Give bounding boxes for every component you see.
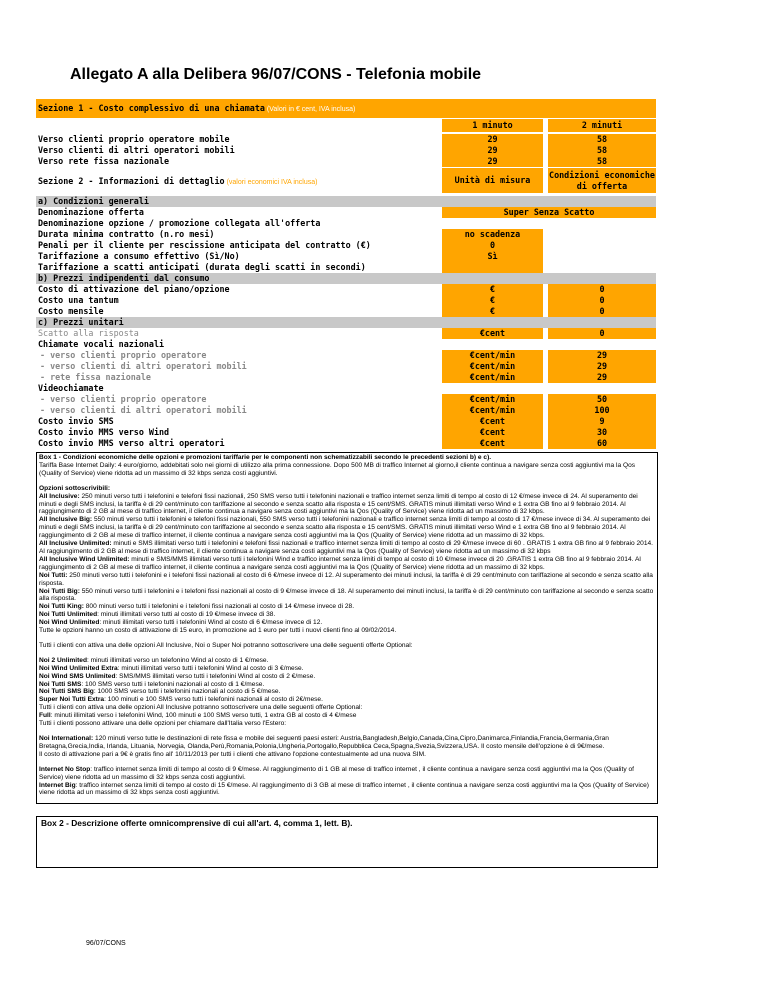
sms-value: 9 <box>548 416 656 427</box>
group-c-label: c) Prezzi unitari <box>38 317 124 327</box>
option-name: Noi Wind Unlimited <box>39 619 100 627</box>
vc-proprio-unit: €cent/min <box>442 394 543 405</box>
box1-paragraph: Tutti i clienti con attiva una delle opzioni All Inclusive potranno sottoscrivere una delle seguenti offerte Optional: <box>39 704 363 712</box>
box1-paragraph: Tutte le opzioni hanno un costo di attivazione di 15 euro, in promozione ad 1 euro per tutti i nuovi clienti fino al 09/02/2014. <box>39 627 397 635</box>
box1-paragraph: Il costo di attivazione pari a 9€ è gratis fino all' 10/11/2013 per tutti i clienti che attivano l'opzione contestualmente ad una nuova SIM. <box>39 750 426 758</box>
option-name: Noi Wind Unlimited Extra <box>39 664 118 672</box>
cv-altri-value: 29 <box>548 361 656 372</box>
section2-col1: Unità di misura <box>442 168 543 193</box>
box1-paragraph: Noi Tutti: 250 minuti verso tutti i telefonini e i telefoni fissi nazionali al costo di 6 €/mese invece di 12. Al superamento dei minuti inclusi, la tariffa è di 29 cent/minuto con tariffazione al secondo e senza scatto alla risposta. <box>39 571 653 587</box>
option-name: Noi Tutti King: <box>39 603 84 611</box>
scatto-unit: €cent <box>442 328 543 339</box>
mms-altri-unit: €cent <box>442 438 543 449</box>
box2 <box>36 816 658 868</box>
box1-paragraph: Noi Tutti SMS Big: 1000 SMS verso tutti i telefonini nazionali al costo di 5 €/mese. <box>39 688 281 696</box>
mms-altri-value: 60 <box>548 438 656 449</box>
box1-paragraph: Super Noi Tutti Extra: 100 minuti e 100 SMS verso tutti i telefonini nazionali al costo di 2€/mese. <box>39 696 323 704</box>
vc-altri-value: 100 <box>548 405 656 416</box>
s1-row-label: Verso rete fissa nazionale <box>38 156 170 166</box>
penali-unit: 0 <box>442 240 543 251</box>
row-mensile: Costo mensile <box>38 306 104 316</box>
option-name: Noi 2 Unlimited <box>39 656 87 664</box>
box1-paragraph: Noi International: 120 minuti verso tutte le destinazioni di rete fissa e mobile dei seguenti paesi esteri: Austria,Bangladesh,Belgio,Canada,Cina,Cipro,Danimarca,Finlandia,Francia,Germania,Gran Bretagna,Grecia,India, Irlanda, Lituania, Norvegia, Olanda,Perù,Romania,Polonia,Ungheria,Portogallo,Repubblica Ceca,Spagna,Svezia,Svizzera,USA. Il costo mensile dell'opzione è di 9€/mese. <box>39 735 609 750</box>
box1 <box>36 452 658 804</box>
row-opzione: Denominazione opzione / promozione collegata all'offerta <box>38 218 321 228</box>
group-b-label: b) Prezzi indipendenti dal consumo <box>38 273 210 283</box>
page-title: Allegato A alla Delibera 96/07/CONS - Telefonia mobile <box>70 66 482 83</box>
section1-note: (Valori in € cent, IVA inclusa) <box>266 106 356 113</box>
row-penali: Penali per il cliente per rescissione anticipata del contratto (€) <box>38 240 371 250</box>
s1-row-v2: 58 <box>548 134 656 145</box>
row-durata: Durata minima contratto (n.ro mesi) <box>38 229 215 239</box>
option-name: Noi Tutti Big: <box>39 587 80 595</box>
row-tariff-scatti: Tariffazione a scatti anticipati (durata degli scatti in secondi) <box>38 262 366 272</box>
mms-wind-value: 30 <box>548 427 656 438</box>
group-c-bar <box>36 317 656 328</box>
section1-col2: 2 minuti <box>548 119 656 132</box>
box1-paragraph: Noi Wind SMS Unlimited: SMS/MMS illimitati verso tutti i telefonini Wind al costo di 2 €/mese. <box>39 672 316 680</box>
box1-intro: Tariffa Base Internet Daily: 4 euro/giorno, addebitati solo nei giorni di utilizzo alla prima connessione. Dopo 500 MB di traffico Internet al giorno,il cliente continua a navigare senza costi aggiuntivi ma la Qos (Quality of Service) viene ridotta ad un massimo di 32 kbps senza costi aggiuntivi. <box>39 461 636 477</box>
cv-fissa-unit: €cent/min <box>442 372 543 383</box>
footer: 96/07/CONS <box>86 940 126 947</box>
una-tantum-value: 0 <box>548 295 656 306</box>
s1-row-v1: 29 <box>442 134 543 145</box>
box1-paragraph: Internet Big: traffico internet senza limiti di tempo al costo di 15 €/mese. Al raggiungimento di 3 GB al mese di traffico internet , il cliente continua a navigare senza costi aggiuntivi ma la Qos (Quality of Service) viene ridotta ad un massimo di 32 kbps senza costi aggiuntivi. <box>39 781 649 797</box>
box1-paragraph: Noi 2 Unlimited: minuti illimitati verso un telefonino Wind al costo di 1 €/mese. <box>39 656 269 664</box>
row-scatto: Scatto alla risposta <box>38 328 139 338</box>
box1-paragraph: All Inclusive Big: 550 minuti verso tutti i telefonini e telefoni fissi nazionali, 550 SMS verso tutti i telefonini nazionali e traffico internet senza limiti di tempo al costo di 17 €/mese invece di 34. Al superamento dei minuti e degli SMS inclusi, la tariffa è di 29 cent/minuto con tariffazione al secondo e senza scatto alla risposta e 15 cent/SMS. GRATIS minuti illimitati verso Wind e 1 extra GB fino al 9 febbraio 2014. Al raggiungimento di 2 GB al mese di traffico internet, il cliente continua a navigare senza costi aggiuntivi ma la Qos (Quality of Service) viene ridotta ad un massimo di 32 kbps. <box>39 516 651 540</box>
s1-row-v1: 29 <box>442 156 543 167</box>
row-cv-altri: - verso clienti di altri operatori mobili <box>40 361 247 371</box>
box2-title: Box 2 - Descrizione offerte omnicomprensive di cui all'art. 4, comma 1, lett. B). <box>41 818 353 828</box>
row-sms: Costo invio SMS <box>38 416 114 426</box>
row-video: Videochiamate <box>38 383 104 393</box>
box1-paragraph: Noi Tutti SMS: 100 SMS verso tutti i telefonini nazionali al costo di 1 €/mese. <box>39 680 265 688</box>
box1-paragraph: Noi Tutti King: 800 minuti verso tutti i telefonini e i telefoni fissi nazionali al costo di 14 €/mese invece di 28. <box>39 603 355 611</box>
denominazione-value: Super Senza Scatto <box>442 207 656 218</box>
box1-paragraph: Tutti i clienti possono attivare una delle opzioni per chiamare dall'Italia verso l'Estero: <box>39 720 287 728</box>
box1-paragraph: All Inclusive Wind Unlimited: minuti e SMS/MMS illimitati verso tutti i telefonini Wind e traffico internet senza limiti di tempo al costo di 10 €/mese invece di 20 .GRATIS 1 extra GB fino al 9 febbraio 2014. Al raggiungimento di 2 GB al mese di traffico internet, il cliente continua a navigare senza costi aggiuntivi ma la Qos (Quality of Service) viene ridotta ad un massimo di 32 kbps. <box>39 555 641 571</box>
mensile-unit: € <box>442 306 543 317</box>
section1-label: Sezione 1 - Costo complessivo di una chiamata <box>38 103 265 113</box>
box1-optional-list <box>39 657 655 728</box>
option-name: Noi Tutti SMS <box>39 680 82 688</box>
option-name: Full <box>39 712 51 720</box>
section1-col1: 1 minuto <box>442 119 543 132</box>
attivazione-value: 0 <box>548 284 656 295</box>
row-denominazione: Denominazione offerta <box>38 207 144 217</box>
row-mms-altri: Costo invio MMS verso altri operatori <box>38 438 225 448</box>
sms-unit: €cent <box>442 416 543 427</box>
row-attivazione: Costo di attivazione del piano/opzione <box>38 284 230 294</box>
option-name: All Inclusive Big: <box>39 516 93 524</box>
tariff-scatti-unit <box>442 262 543 273</box>
cv-proprio-value: 29 <box>548 350 656 361</box>
section1-header <box>36 99 656 118</box>
box1-paragraph: All Inclusive Unlimited: minuti e SMS illimitati verso tutti i telefonini e telefoni fissi nazionali e traffico internet senza limiti di tempo al costo di 29 €/mese invece di 60 . GRATIS 1 extra GB fino al 9 febbraio 2014. Al raggiungimento di 2 GB al mese di traffico internet, il cliente continua a navigare senza costi aggiuntivi ma la Qos (Quality of Service) viene ridotta ad un massimo di 32 kbps <box>39 540 653 555</box>
box1-opz-title: Opzioni sottoscrivibili: <box>39 484 111 492</box>
cv-proprio-unit: €cent/min <box>442 350 543 361</box>
s1-row-v2: 58 <box>548 156 656 167</box>
row-una-tantum: Costo una tantum <box>38 295 119 305</box>
section2-header <box>38 176 317 188</box>
option-name: Noi Tutti: <box>39 571 68 579</box>
group-a-label: a) Condizioni generali <box>38 196 149 206</box>
scatto-value: 0 <box>548 328 656 339</box>
cv-fissa-value: 29 <box>548 372 656 383</box>
vc-proprio-value: 50 <box>548 394 656 405</box>
option-name: Internet No Stop <box>39 765 91 773</box>
vc-altri-unit: €cent/min <box>442 405 543 416</box>
box1-paragraph: All Inclusive: 250 minuti verso tutti i telefonini e telefoni fissi nazionali, 250 SMS verso tutti i telefonini nazionali e traffico internet senza limiti di tempo al costo di 12 €/mese invece di 24. Al superamento dei minuti e degli SMS inclusi, la tariffa è di 29 cent/minuto con tariffazione al secondo e senza scatto alla risposta e 15 cent/SMS. GRATIS minuti illimitati verso Wind e 1 extra GB fino al 9 febbraio 2014. Al raggiungimento di 2 GB al mese di traffico internet, il cliente continua a navigare senza costi aggiuntivi ma la Qos (Quality of Service) viene ridotta ad un massimo di 32 kbps. <box>39 492 638 516</box>
row-mms-wind: Costo invio MMS verso Wind <box>38 427 170 437</box>
durata-unit: no scadenza <box>442 229 543 240</box>
box1-options-list <box>39 493 655 635</box>
box1-paragraph: Noi Wind Unlimited Extra: minuti illimitati verso tutti i telefonini Wind al costo di 3 €/mese. <box>39 664 304 672</box>
box1-title: Box 1 - Condizioni economiche delle opzioni e promozioni tariffarie per le componenti non schematizzabili secondo le precedenti sezioni b) e c). <box>39 454 492 461</box>
box1-paragraph: Full: minuti illimitati verso i telefonini Wind, 100 minuti e 100 SMS verso tutti, 1 extra GB al costo di 4 €/mese <box>39 712 357 720</box>
mensile-value: 0 <box>548 306 656 317</box>
option-name: Internet Big <box>39 781 76 789</box>
option-name: All Inclusive Wind Unlimited: <box>39 555 130 563</box>
row-vc-altri: - verso clienti di altri operatori mobili <box>40 405 247 415</box>
tariff-consumo-unit: Sì <box>442 251 543 262</box>
option-name: Noi Tutti Unlimited <box>39 611 98 619</box>
una-tantum-unit: € <box>442 295 543 306</box>
row-vc-proprio: - verso clienti proprio operatore <box>40 394 207 404</box>
attivazione-unit: € <box>442 284 543 295</box>
option-name: Noi Wind SMS Unlimited <box>39 672 116 680</box>
row-cv-proprio: - verso clienti proprio operatore <box>40 350 207 360</box>
option-name: All Inclusive: <box>39 492 80 500</box>
s1-row-v2: 58 <box>548 145 656 156</box>
section2-note: (valori economici IVA inclusa) <box>226 179 318 186</box>
box1-paragraph: Noi Tutti Big: 550 minuti verso tutti i telefonini e i telefoni fissi nazionali al costo di 9 €/mese invece di 18. Al superamento dei minuti inclusi, la tariffa è di 29 cent/minuto con tariffazione al secondo e senza scatto alla risposta. <box>39 587 654 603</box>
box1-paragraph: Noi Tutti Unlimited: minuti illimitati verso tutti al costo di 19 €/mese invece di 38. <box>39 611 276 619</box>
box1-internet-list <box>39 766 655 798</box>
s1-row-label: Verso clienti proprio operatore mobile <box>38 134 230 144</box>
option-name: Noi Tutti SMS Big <box>39 688 94 696</box>
mms-wind-unit: €cent <box>442 427 543 438</box>
row-chiamate: Chiamate vocali nazionali <box>38 339 165 349</box>
option-name: All Inclusive Unlimited: <box>39 540 112 548</box>
row-tariff-consumo: Tariffazione a consumo effettivo (Sì/No) <box>38 251 240 261</box>
section2-col2: Condizioni economiche di offerta <box>549 170 655 191</box>
s1-row-v1: 29 <box>442 145 543 156</box>
option-name: Noi International: <box>39 735 94 742</box>
box1-paragraph: Noi Wind Unlimited: minuti illimitati verso tutti i telefonini Wind al costo di 6 €/mese invece di 12. <box>39 619 323 627</box>
cv-altri-unit: €cent/min <box>442 361 543 372</box>
box1-international-list <box>39 735 655 759</box>
section2-label: Sezione 2 - Informazioni di dettaglio <box>38 176 225 186</box>
s1-row-label: Verso clienti di altri operatori mobili <box>38 145 235 155</box>
box1-paragraph: Internet No Stop: traffico internet senza limiti di tempo al costo di 9 €/mese. Al raggiungimento di 1 GB al mese di traffico internet , il cliente continua a navigare senza costi aggiuntivi ma la Qos (Quality of Service) viene ridotta ad un massimo di 32 kbps senza costi aggiuntivi. <box>39 765 634 781</box>
box1-optional-intro: Tutti i clienti con attiva una delle opzioni All Inclusive, Noi o Super Noi potranno sottoscrivere una delle seguenti offerte Optional: <box>39 641 413 649</box>
row-cv-fissa: - rete fissa nazionale <box>40 372 151 382</box>
option-name: Super Noi Tutti Extra <box>39 696 105 704</box>
